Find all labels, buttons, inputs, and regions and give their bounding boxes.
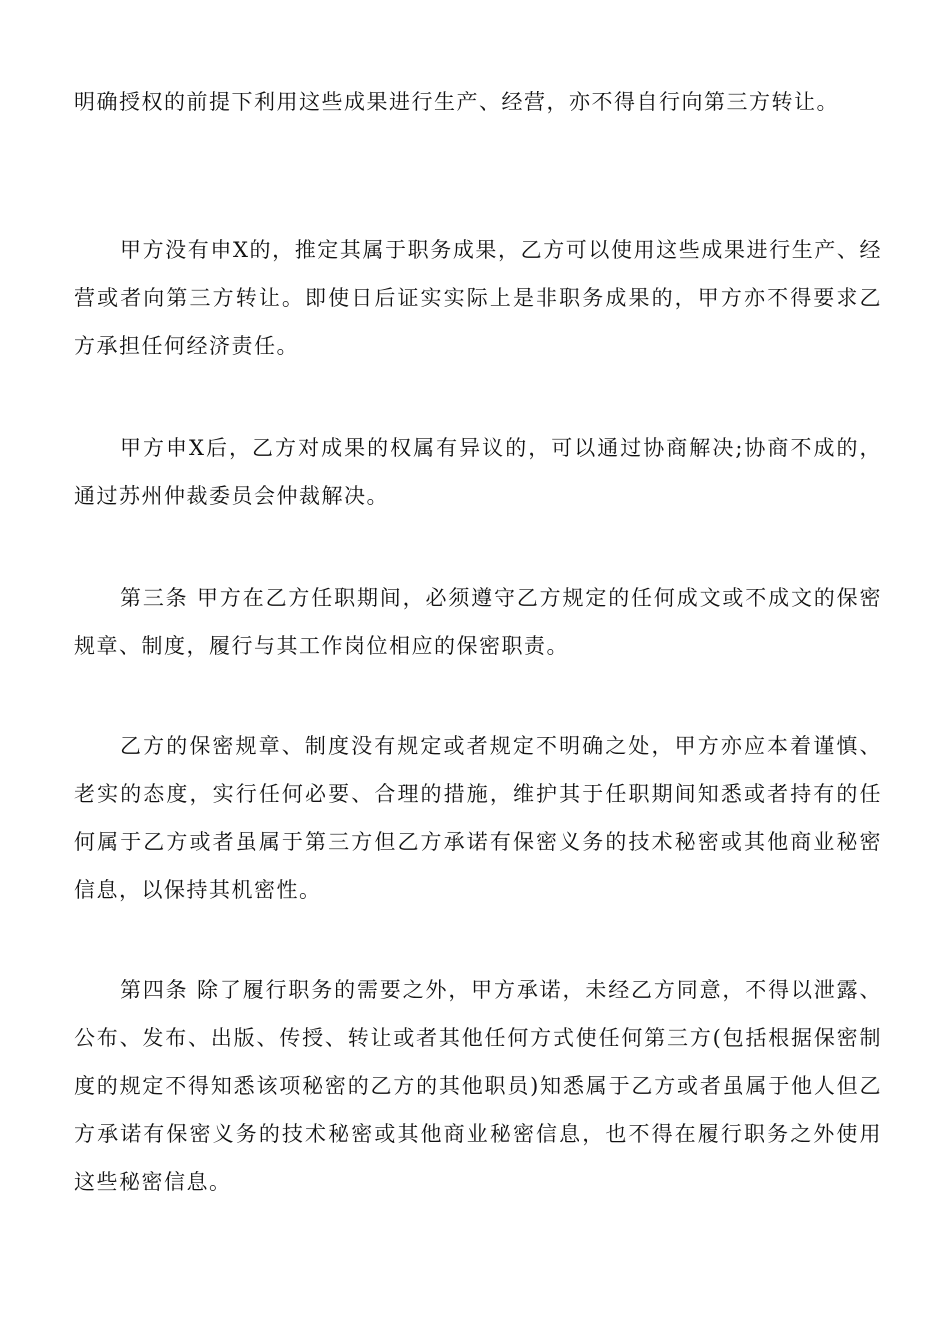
paragraph-confidentiality-duty: 乙方的保密规章、制度没有规定或者规定不明确之处，甲方亦应本着谨慎、老实的态度，实行任何必要、合理的措施，维护其于任职期间知悉或者持有的任何属于乙方或者虽属于第三方但乙方承诺有保密义务的技术秘密或其他商业秘密信息，以保持其机密性。 <box>74 734 882 902</box>
paragraph-article-three: 第三条 甲方在乙方任职期间，必须遵守乙方规定的任何成文或不成文的保密规章、制度，履行与其工作岗位相应的保密职责。 <box>74 586 882 658</box>
paragraph-article-four: 第四条 除了履行职务的需要之外，甲方承诺，未经乙方同意，不得以泄露、公布、发布、出版、传授、转让或者其他任何方式使任何第三方(包括根据保密制度的规定不得知悉该项秘密的乙方的其他职员)知悉属于乙方或者虽属于他人但乙方承诺有保密义务的技术秘密或其他商业秘密信息，也不得在履行职务之外使用这些秘密信息。 <box>74 978 882 1194</box>
paragraph-dispute-resolution: 甲方申X后，乙方对成果的权属有异议的，可以通过协商解决;协商不成的，通过苏州仲裁委员会仲裁解决。 <box>74 436 882 508</box>
paragraph-presumption: 甲方没有申X的，推定其属于职务成果，乙方可以使用这些成果进行生产、经营或者向第三方转让。即使日后证实实际上是非职务成果的，甲方亦不得要求乙方承担任何经济责任。 <box>74 238 882 358</box>
paragraph-continuation: 明确授权的前提下利用这些成果进行生产、经营，亦不得自行向第三方转让。 <box>74 90 839 114</box>
